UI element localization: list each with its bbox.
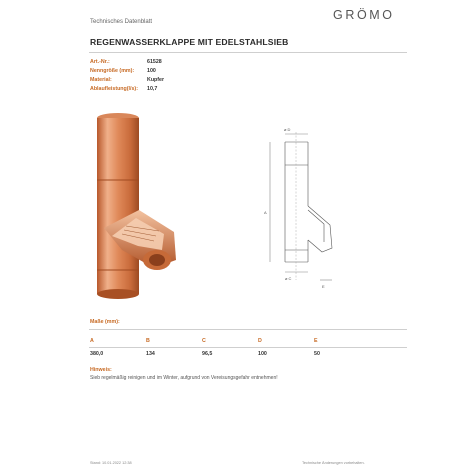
spec-row-article — [90, 58, 340, 67]
spec-label: Art.-Nr.: — [90, 59, 110, 65]
spec-value: 100 — [147, 68, 156, 74]
dim-value-b: 134 — [146, 351, 155, 357]
dim-header-e: E — [314, 338, 318, 344]
drawing-label-c: ø C — [285, 276, 292, 281]
note-text: Sieb regelmäßig reinigen und im Winter, aufgrund von Vereisungsgefahr entnehmen! — [90, 375, 278, 381]
dimensions-heading: Maße (mm): — [90, 319, 120, 325]
product-image — [64, 110, 254, 305]
spec-label: Ablaufleistung(l/s): — [90, 86, 138, 92]
brand-logo: GRÖMO — [333, 8, 395, 22]
spec-row-flow — [90, 85, 340, 94]
note-heading: Hinweis: — [90, 367, 112, 373]
page-title: REGENWASSERKLAPPE MIT EDELSTAHLSIEB — [90, 37, 289, 47]
dim-header-c: C — [202, 338, 206, 344]
spec-label: Nenngröße (mm): — [90, 68, 135, 74]
dim-value-d: 100 — [258, 351, 267, 357]
dim-header-a: A — [90, 338, 94, 344]
dim-value-c: 96,5 — [202, 351, 213, 357]
footer-disclaimer: Technische Änderungen vorbehalten. — [302, 461, 365, 465]
spec-row-material — [90, 76, 340, 85]
spec-row-size — [90, 67, 340, 76]
title-divider — [89, 52, 407, 53]
dim-value-e: 50 — [314, 351, 320, 357]
dimensions-divider — [89, 329, 407, 330]
spec-label: Material: — [90, 77, 112, 83]
dimensions-row-divider — [89, 347, 407, 348]
dim-value-a: 380,0 — [90, 351, 104, 357]
drawing-label-e: E — [322, 284, 325, 289]
spec-value: 61528 — [147, 59, 162, 65]
drawing-label-d: ø D — [284, 127, 291, 132]
spec-value: Kupfer — [147, 77, 165, 83]
drawing-label-a: A — [264, 210, 267, 215]
document-type: Technisches Datenblatt — [90, 19, 153, 25]
dim-header-d: D — [258, 338, 262, 344]
dim-header-b: B — [146, 338, 150, 344]
footer-date: Stand: 10.01.2022 12:38 — [90, 461, 132, 465]
spec-value: 10,7 — [147, 86, 158, 92]
